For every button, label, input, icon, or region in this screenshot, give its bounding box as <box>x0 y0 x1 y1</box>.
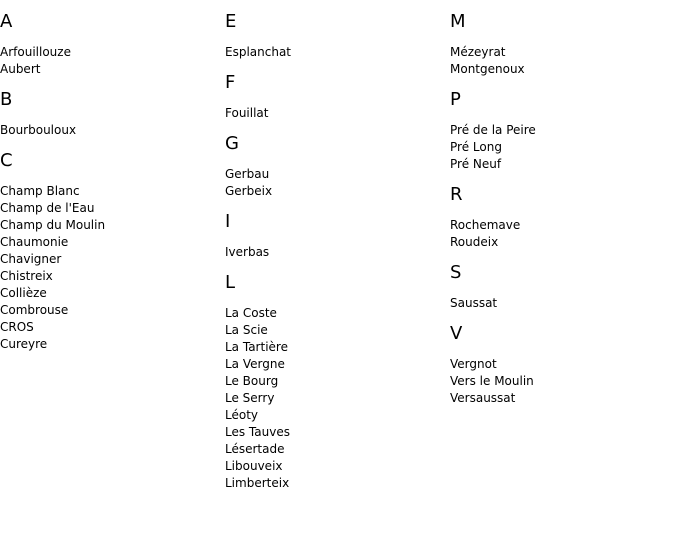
place-link[interactable]: Vergnot <box>450 357 497 371</box>
letter-heading: L <box>225 272 236 293</box>
place-link[interactable]: Iverbas <box>225 245 270 259</box>
letter-group-e <box>225 10 445 61</box>
letter-heading: P <box>450 89 461 110</box>
place-link[interactable]: Arfouillouze <box>0 45 71 59</box>
letter-group-v <box>450 322 670 407</box>
letter-group-l <box>225 271 445 492</box>
letter-group-p <box>450 88 670 173</box>
place-link[interactable]: Roudeix <box>450 235 499 249</box>
place-link[interactable]: Cureyre <box>0 337 48 351</box>
place-link[interactable]: Libouveix <box>225 459 283 473</box>
place-link[interactable]: Chistreix <box>0 269 53 283</box>
place-link[interactable]: Champ de l'Eau <box>0 201 95 215</box>
letter-group-g <box>225 132 445 200</box>
place-link[interactable]: Aubert <box>0 62 41 76</box>
place-link[interactable]: Champ du Moulin <box>0 218 106 232</box>
letter-group-i <box>225 210 445 261</box>
place-list <box>225 105 445 122</box>
place-link[interactable]: La Vergne <box>225 357 285 371</box>
letter-group-f <box>225 71 445 122</box>
place-list <box>450 295 670 312</box>
place-link[interactable]: CROS <box>0 320 34 334</box>
place-link[interactable]: La Coste <box>225 306 277 320</box>
place-link[interactable]: Les Tauves <box>225 425 290 439</box>
letter-heading: R <box>450 184 463 205</box>
letter-heading: M <box>450 11 466 32</box>
place-link[interactable]: Versaussat <box>450 391 516 405</box>
index-column-3 <box>450 10 670 417</box>
letter-heading: A <box>0 11 13 32</box>
letter-heading: E <box>225 11 237 32</box>
place-list <box>0 122 220 139</box>
place-link[interactable]: Chaumonie <box>0 235 69 249</box>
letter-heading: C <box>0 150 13 171</box>
index-column-1 <box>0 10 220 363</box>
place-link[interactable]: La Tartière <box>225 340 288 354</box>
place-link[interactable]: Gerbeix <box>225 184 273 198</box>
place-link[interactable]: Saussat <box>450 296 498 310</box>
place-link[interactable]: Pré Neuf <box>450 157 502 171</box>
place-link[interactable]: Pré de la Peire <box>450 123 536 137</box>
place-link[interactable]: Mézeyrat <box>450 45 506 59</box>
place-link[interactable]: Chavigner <box>0 252 62 266</box>
place-link[interactable]: Fouillat <box>225 106 269 120</box>
letter-heading: F <box>225 72 236 93</box>
letter-group-s <box>450 261 670 312</box>
place-list <box>450 356 670 407</box>
letter-group-m <box>450 10 670 78</box>
place-link[interactable]: La Scie <box>225 323 268 337</box>
place-link[interactable]: Le Bourg <box>225 374 279 388</box>
letter-heading: G <box>225 133 239 154</box>
letter-heading: I <box>225 211 231 232</box>
place-link[interactable]: Gerbau <box>225 167 270 181</box>
letter-heading: V <box>450 323 463 344</box>
letter-group-a <box>0 10 220 78</box>
place-list <box>450 44 670 78</box>
letter-group-r <box>450 183 670 251</box>
place-link[interactable]: Vers le Moulin <box>450 374 534 388</box>
letter-heading: B <box>0 89 13 110</box>
place-list <box>0 44 220 78</box>
place-list <box>225 166 445 200</box>
place-link[interactable]: Lésertade <box>225 442 285 456</box>
place-link[interactable]: Montgenoux <box>450 62 525 76</box>
place-link[interactable]: Bourbouloux <box>0 123 77 137</box>
place-list <box>225 305 445 492</box>
place-link[interactable]: Pré Long <box>450 140 502 154</box>
place-link[interactable]: Léoty <box>225 408 259 422</box>
letter-group-c <box>0 149 220 353</box>
place-link[interactable]: Limberteix <box>225 476 290 490</box>
letter-group-b <box>0 88 220 139</box>
place-link[interactable]: Champ Blanc <box>0 184 80 198</box>
place-list <box>225 244 445 261</box>
place-list <box>450 217 670 251</box>
place-link[interactable]: Esplanchat <box>225 45 292 59</box>
place-link[interactable]: Rochemave <box>450 218 521 232</box>
place-link[interactable]: Combrouse <box>0 303 69 317</box>
place-list <box>450 122 670 173</box>
place-link[interactable]: Collièze <box>0 286 47 300</box>
place-link[interactable]: Le Serry <box>225 391 275 405</box>
index-column-2 <box>225 10 445 502</box>
letter-heading: S <box>450 262 462 283</box>
place-list <box>0 183 220 353</box>
place-list <box>225 44 445 61</box>
